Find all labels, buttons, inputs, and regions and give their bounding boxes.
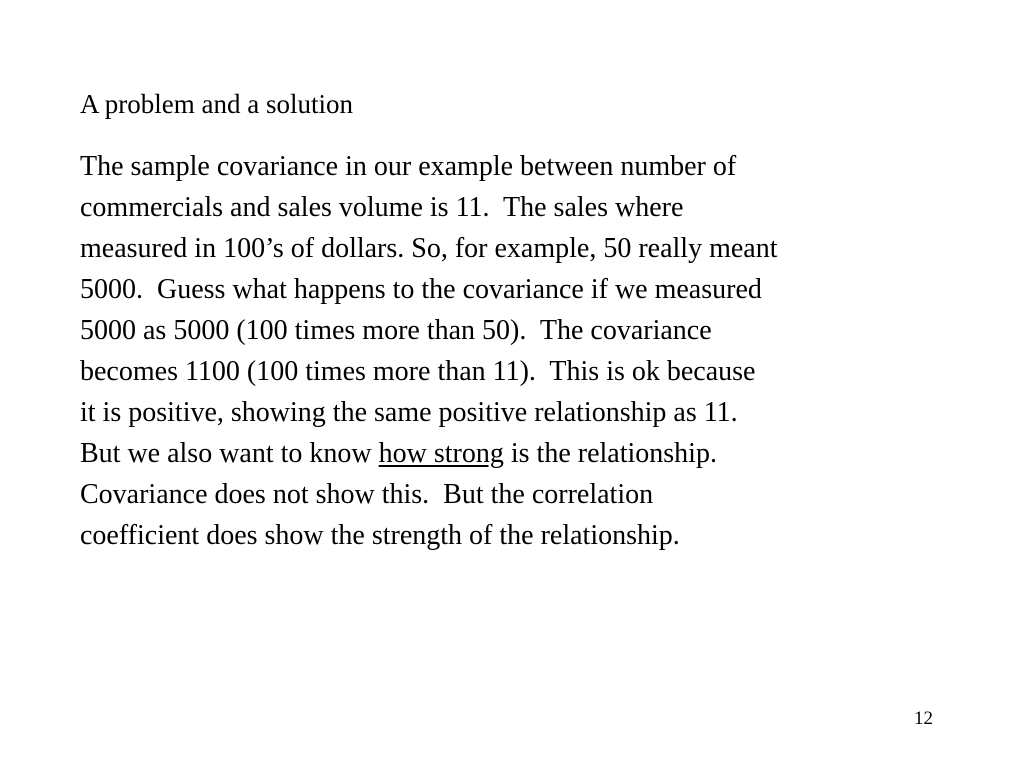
body-line-8-end: is the relationship. (503, 438, 717, 469)
slide-body (80, 146, 960, 556)
body-line-2: commercials and sales volume is 11. The sales where (80, 192, 684, 223)
body-line-8-start: But we also want to know (80, 438, 379, 469)
body-line-10: coefficient does show the strength of the relationship. (80, 520, 680, 551)
body-line-7: it is positive, showing the same positive relationship as 11. (80, 397, 738, 428)
body-line-6: becomes 1100 (100 times more than 11). This is ok because (80, 356, 756, 387)
body-line-5: 5000 as 5000 (100 times more than 50). The covariance (80, 315, 712, 346)
emphasis-how-strong: how strong (378, 438, 504, 469)
body-line-1: The sample covariance in our example between number of (80, 151, 737, 182)
body-line-3: measured in 100’s of dollars. So, for example, 50 really meant (80, 233, 778, 264)
body-line-8 (80, 433, 960, 474)
body-line-4: 5000. Guess what happens to the covariance if we measured (80, 274, 762, 305)
page-number: 12 (914, 708, 933, 729)
slide-title: A problem and a solution (80, 89, 353, 119)
body-line-9: Covariance does not show this. But the correlation (80, 479, 654, 510)
